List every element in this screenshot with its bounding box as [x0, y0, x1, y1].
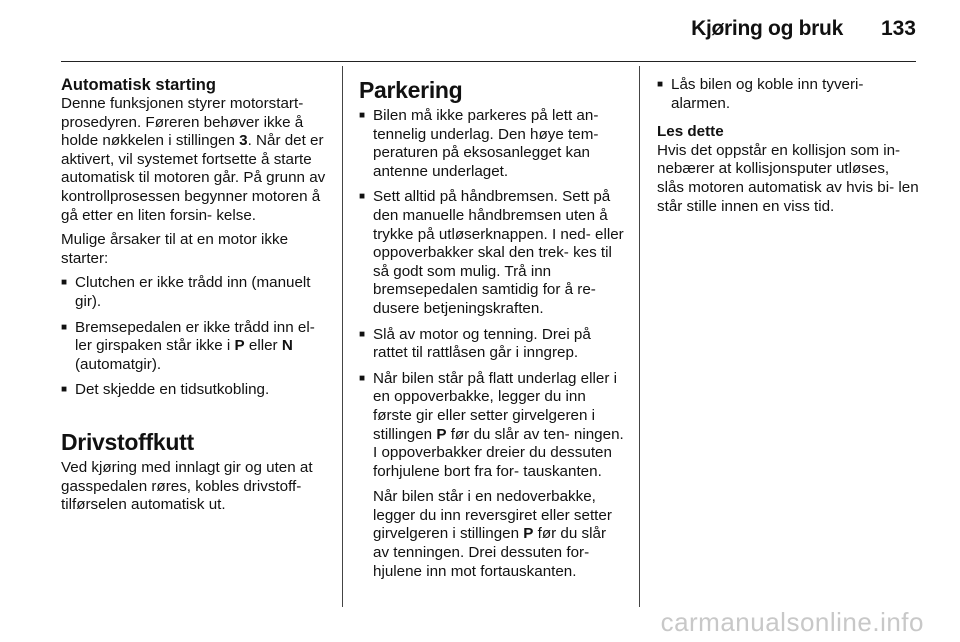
bold-term: 3 [239, 132, 248, 150]
column-divider-2 [639, 66, 640, 607]
parking-list [359, 107, 624, 481]
parking-downhill-paragraph: Når bilen står i en nedoverbakke, legger du inn reversgiret eller setter girvelgeren i stillingen P før du slår av tenningen. Drei dessuten for- hjulene inn mot fortauskanten. [373, 488, 612, 580]
reason-list-item: ■ Bremsepedalen er ikke trådd inn el- ler girspaken står ikke i P eller N (automatgir). [61, 319, 327, 375]
parking-list-continued [657, 76, 919, 113]
bold-term: P [523, 525, 534, 543]
header-rule [61, 61, 916, 62]
fuel-cutoff-paragraph: Ved kjøring med innlagt gir og uten at gasspedalen røres, kobles drivstoff- tilførselen automatisk ut. [61, 458, 313, 514]
watermark: carmanualsonline.info [660, 607, 924, 637]
automatic-start-paragraph: Denne funksjonen styrer motorstart- prosedyren. Føreren behøver ikke å holde nøkkelen i stillingen 3. Når det er aktivert, vil systemet fortsette å starte automatisk til motoren går. På grunn av kontrollprosessen begynner motoren å gå etter en liten forsin- kelse. [61, 95, 326, 224]
column-3 [657, 76, 919, 222]
reason-list-item: ■ Det skjedde en tidsutkobling. [61, 381, 327, 400]
parking-list-item: ■ Slå av motor og tenning. Drei på rattet til rattlåsen går i inngrep. [359, 326, 624, 363]
page-header [691, 17, 916, 49]
column-1 [61, 76, 327, 521]
reasons-list [61, 274, 327, 400]
bold-term: P [436, 425, 447, 443]
parking-list-item: ■ Sett alltid på håndbremsen. Sett på den manuelle håndbremsen uten å trykke på utløserknappen. I ned- eller oppoverbakker skal den trek- kes til så godt som mulig. Trå inn bremsepedalen samtidig for å re- dusere betjeningskraften. [359, 188, 624, 318]
parking-list-item: ■ Når bilen står på flatt underlag eller i en oppoverbakke, legger du inn første gir eller setter girvelgeren i stillingen P før du slår av ten- ningen. I oppoverbakker dreier du dessuten forhjulene bort fra for- tauskanten. [359, 370, 624, 482]
bold-term: P [234, 337, 245, 355]
note-label: Les dette [657, 123, 724, 141]
section-heading-fuel-cutoff: Drivstoffkutt [61, 428, 194, 455]
reasons-intro: Mulige årsaker til at en motor ikke starter: [61, 231, 289, 267]
column-divider-1 [342, 66, 343, 607]
bold-term: N [281, 337, 293, 355]
parking-list-item: ■ Bilen må ikke parkeres på lett an- tennelig underlag. Den høye tem- peraturen på eksosanlegget kan antenne underlaget. [359, 107, 624, 181]
page-number: 133 [880, 17, 916, 40]
section-heading-automatic-start: Automatisk starting [61, 76, 216, 94]
header-title: Kjøring og bruk [691, 17, 843, 40]
note-text: Hvis det oppstår en kollisjon som in- nebærer at kollisjonsputer utløses, slås motoren automatisk av hvis bi- len står stille innen en viss tid. [657, 141, 919, 215]
section-heading-parking: Parkering [359, 77, 463, 103]
parking-list-item: ■ Lås bilen og koble inn tyveri- alarmen. [657, 76, 919, 113]
column-2 [359, 76, 624, 587]
reason-list-item: ■ Clutchen er ikke trådd inn (manuelt gir). [61, 274, 327, 311]
